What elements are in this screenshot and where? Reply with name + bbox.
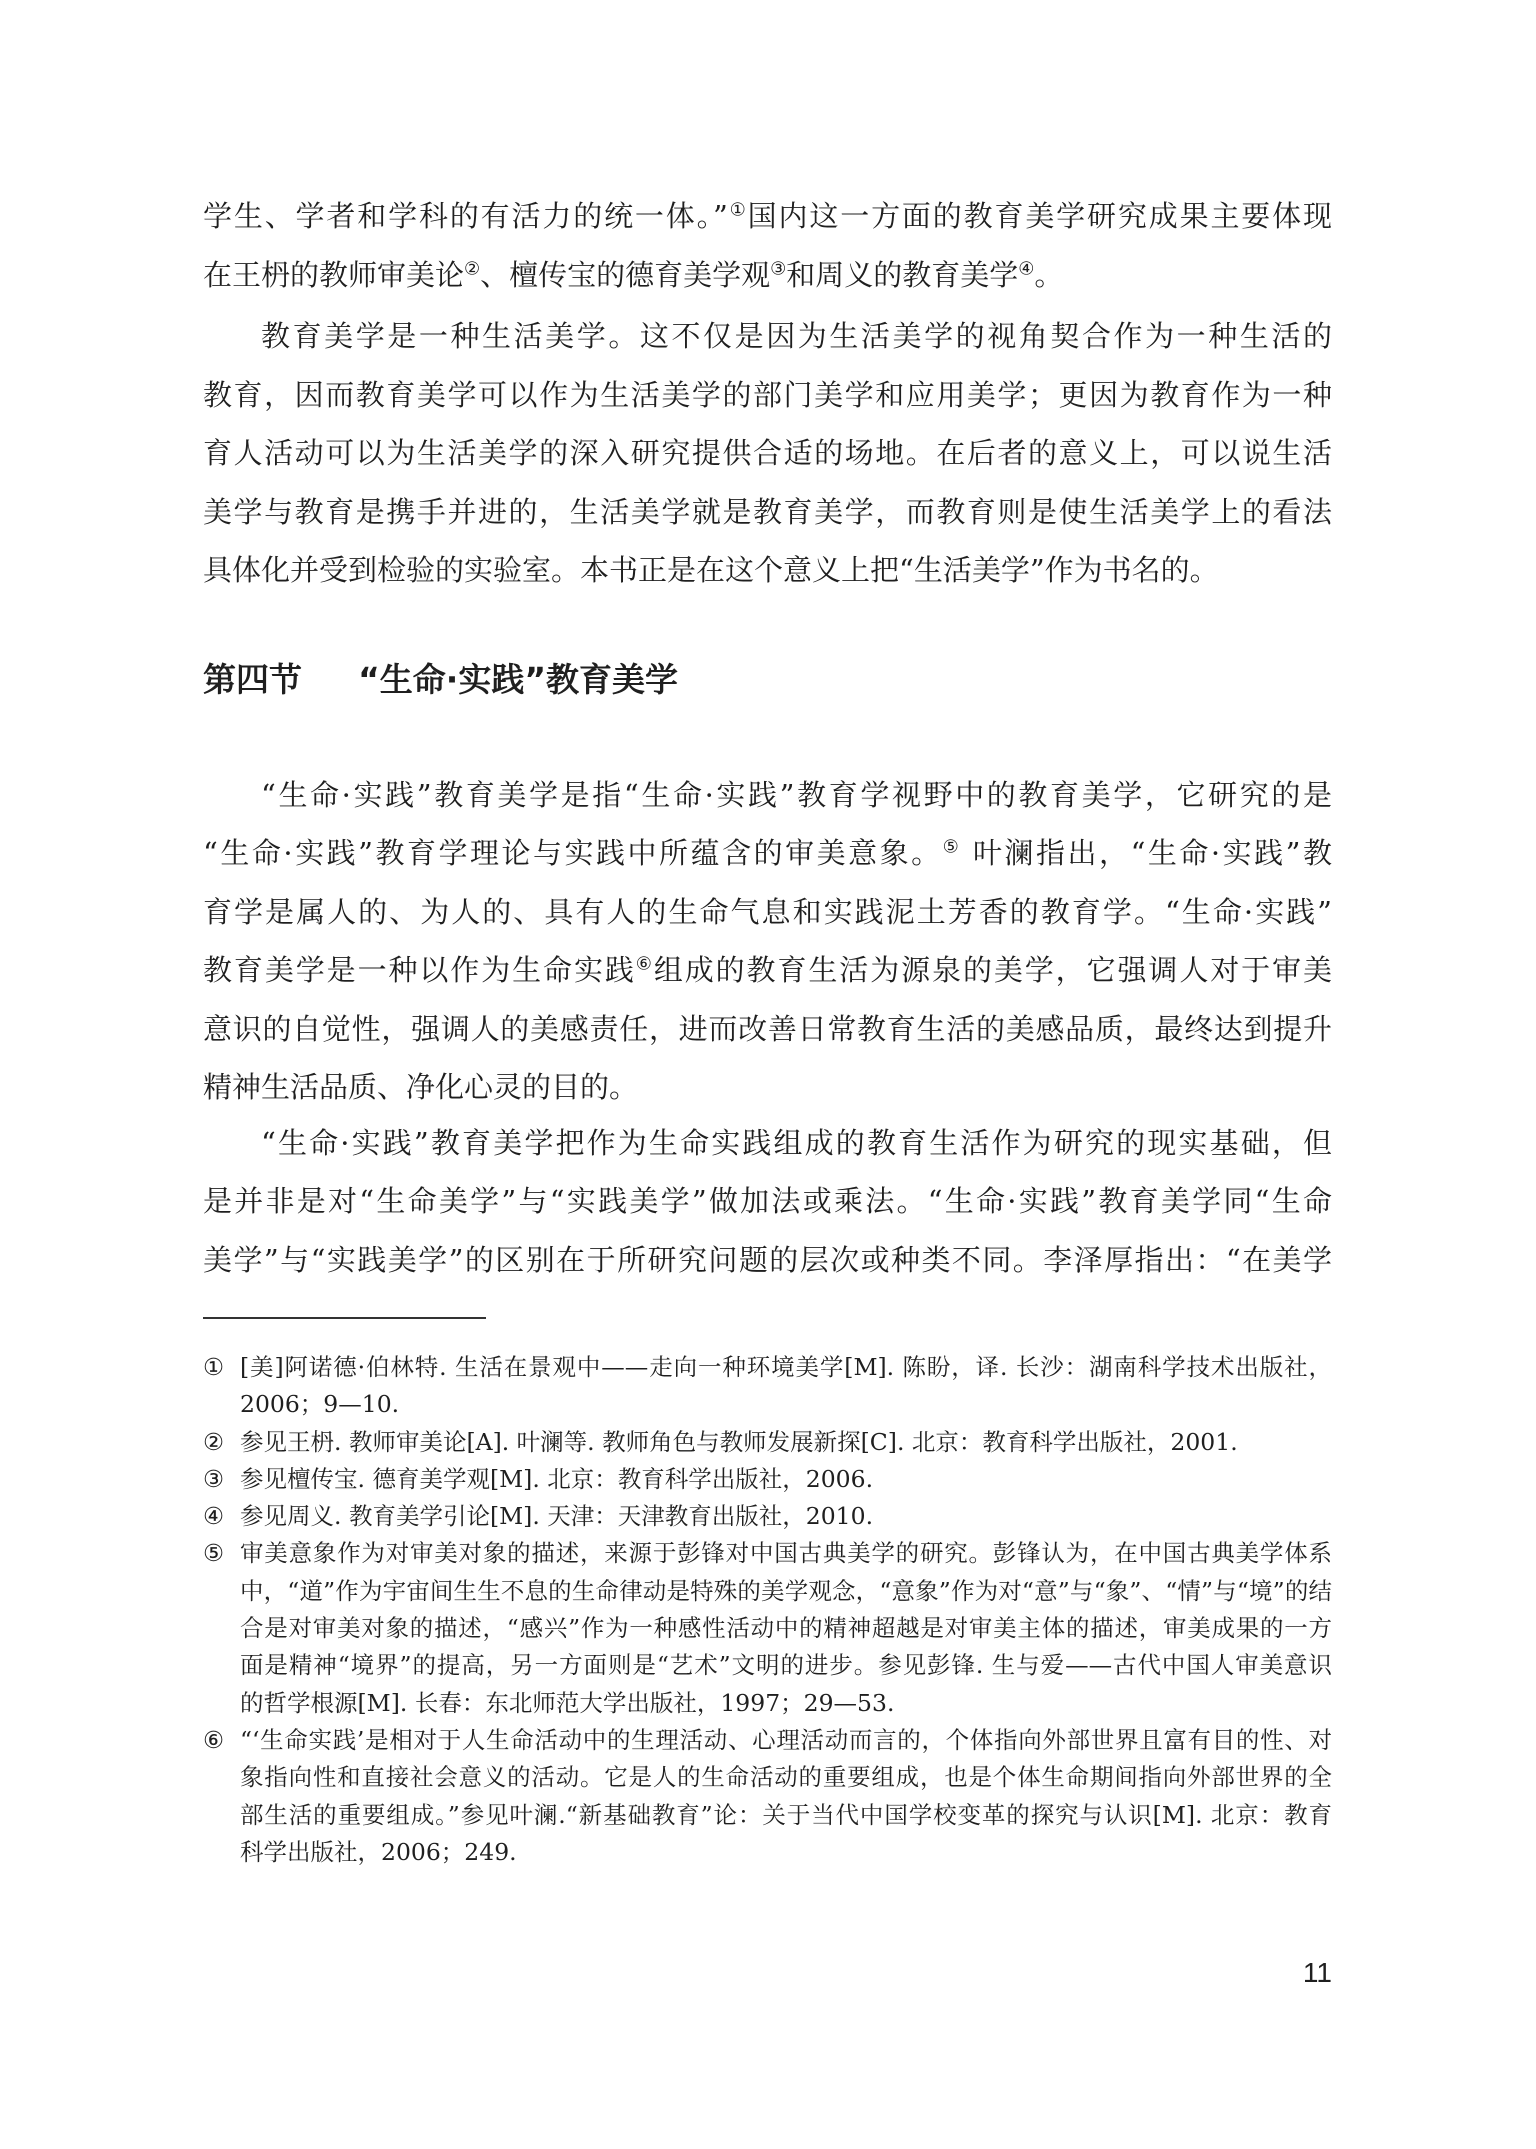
footnote-line: 审美意象作为对审美对象的描述，来源于彭锋对中国古典美学的研究。彭锋认为，在中国古典美学体系	[240, 1539, 1332, 1568]
note-ref: ①	[727, 199, 748, 221]
note-ref: ④	[1018, 257, 1035, 279]
footnote-line: 合是对审美对象的描述，“感兴”作为一种感性活动中的精神超越是对审美主体的描述，审美成果的一方	[240, 1614, 1332, 1643]
body-text: 教育美学是一种以作为生命实践	[203, 953, 636, 987]
footnote	[203, 1722, 1332, 1871]
footnotes	[203, 1349, 1332, 1871]
footnote-line: 的哲学根源[M]. 长春：东北师范大学出版社，1997；29—53.	[240, 1688, 895, 1717]
body-line: 美学与教育是携手并进的，生活美学就是教育美学，而教育则是使生活美学上的看法	[203, 494, 1332, 529]
body-text: 学生、学者和学科的有活力的统一体。”	[203, 199, 728, 233]
footnote-line: 参见周义. 教育美学引论[M]. 天津：天津教育出版社，2010.	[240, 1502, 874, 1531]
body-line: 育人活动可以为生活美学的深入研究提供合适的场地。在后者的意义上，可以说生活	[203, 436, 1332, 470]
footnote-line: 面是精神“境界”的提高，另一方面则是“艺术”文明的进步。参见彭锋. 生与爱——古代中国人审美意识	[240, 1651, 1332, 1680]
footnote-line: 参见王枬. 教师审美论[A]. 叶澜等. 教师角色与教师发展新探[C]. 北京：教育科学出版社，2001.	[240, 1427, 1238, 1456]
footnote-marker: ④	[203, 1502, 225, 1531]
footnote-line: 中，“道”作为宇宙间生生不息的生命律动是特殊的美学观念，“意象”作为对“意”与“象”、“情”与“境”的结	[240, 1576, 1332, 1605]
body-line: 教育美学是一种生活美学。这不仅是因为生活美学的视角契合作为一种生活的	[261, 319, 1332, 353]
body-text: 和周义的教育美学	[786, 257, 1019, 292]
footnote-line: [美]阿诺德·伯林特. 生活在景观中——走向一种环境美学[M]. 陈盼，译. 长沙：湖南科学技术出版社，	[240, 1353, 1332, 1381]
body-line: 意识的自觉性，强调人的美感责任，进而改善日常教育生活的美感品质，最终达到提升	[203, 1011, 1332, 1046]
paragraph	[203, 1114, 1332, 1290]
paragraph	[203, 307, 1332, 600]
section-heading	[203, 650, 678, 710]
note-ref: ⑤	[942, 836, 962, 858]
footnote	[203, 1535, 1332, 1721]
footnote-line: 科学出版社，2006；249.	[240, 1837, 517, 1866]
body-line: 精神生活品质、净化心灵的目的。	[203, 1070, 639, 1104]
body-line	[203, 187, 1332, 246]
footnote-line: 部生活的重要组成。”参见叶澜.“新基础教育”论：关于当代中国学校变革的探究与认识[M]. 北京：教育	[240, 1800, 1332, 1829]
footnote-line: 参见檀传宝. 德育美学观[M]. 北京：教育科学出版社，2006.	[240, 1464, 874, 1493]
body-line	[203, 824, 1332, 883]
body-line	[203, 246, 1332, 305]
body-line: 具体化并受到检验的实验室。本书正是在这个意义上把“生活美学”作为书名的。	[203, 553, 1219, 587]
footnote-line: “‘生命实践’是相对于人生命活动中的生理活动、心理活动而言的，个体指向外部世界且富有目的性、对	[240, 1725, 1332, 1754]
footnote-line: 象指向性和直接社会意义的活动。它是人的生命活动的重要组成，也是个体生命期间指向外部世界的全	[240, 1763, 1332, 1792]
footnote	[203, 1424, 1332, 1461]
page-number: 11	[1302, 1957, 1332, 1988]
note-ref: ③	[770, 257, 787, 279]
body-line: “生命·实践”教育美学把作为生命实践组成的教育生活作为研究的现实基础，但	[261, 1125, 1332, 1160]
body-line	[203, 941, 1332, 1000]
body-text: 、檀传宝的德育美学观	[480, 257, 771, 292]
paragraph	[203, 187, 1332, 304]
footnote-marker: ②	[203, 1427, 225, 1456]
footnote-marker: ①	[203, 1353, 225, 1381]
body-line: 育学是属人的、为人的、具有人的生命气息和实践泥土芳香的教育学。“生命·实践”	[203, 894, 1332, 929]
footnote-separator	[203, 1317, 486, 1319]
body-text: 。	[1034, 257, 1064, 292]
footnote-marker: ⑤	[203, 1539, 225, 1568]
body-text: 叶澜指出，“生命·实践”教	[961, 836, 1333, 870]
note-ref: ②	[464, 257, 481, 279]
footnote-marker: ③	[203, 1464, 225, 1493]
footnote	[203, 1461, 1332, 1498]
body-text: 在王枬的教师审美论	[203, 257, 465, 292]
footnote-line: 2006；9—10.	[240, 1390, 400, 1419]
footnote	[203, 1498, 1332, 1535]
body-line: “生命·实践”教育美学是指“生命·实践”教育学视野中的教育美学，它研究的是	[261, 777, 1332, 812]
body-text: “生命·实践”教育学理论与实践中所蕴含的审美意象。	[203, 836, 943, 870]
paragraph	[203, 766, 1332, 1117]
body-line: 教育，因而教育美学可以作为生活美学的部门美学和应用美学；更因为教育作为一种	[203, 377, 1332, 412]
section-number: 第四节	[203, 660, 302, 699]
section-title: “生命·实践”教育美学	[358, 660, 679, 699]
footnote-marker: ⑥	[203, 1725, 225, 1754]
body-text: 组成的教育生活为源泉的美学，它强调人对于审美	[653, 953, 1332, 987]
body-line: 美学”与“实践美学”的区别在于所研究问题的层次或种类不同。李泽厚指出：“在美学	[203, 1242, 1332, 1277]
footnote	[203, 1349, 1332, 1424]
body-text: 国内这一方面的教育美学研究成果主要体现	[747, 199, 1333, 233]
body-line: 是并非是对“生命美学”与“实践美学”做加法或乘法。“生命·实践”教育美学同“生命	[203, 1184, 1332, 1218]
note-ref: ⑥	[635, 953, 654, 975]
